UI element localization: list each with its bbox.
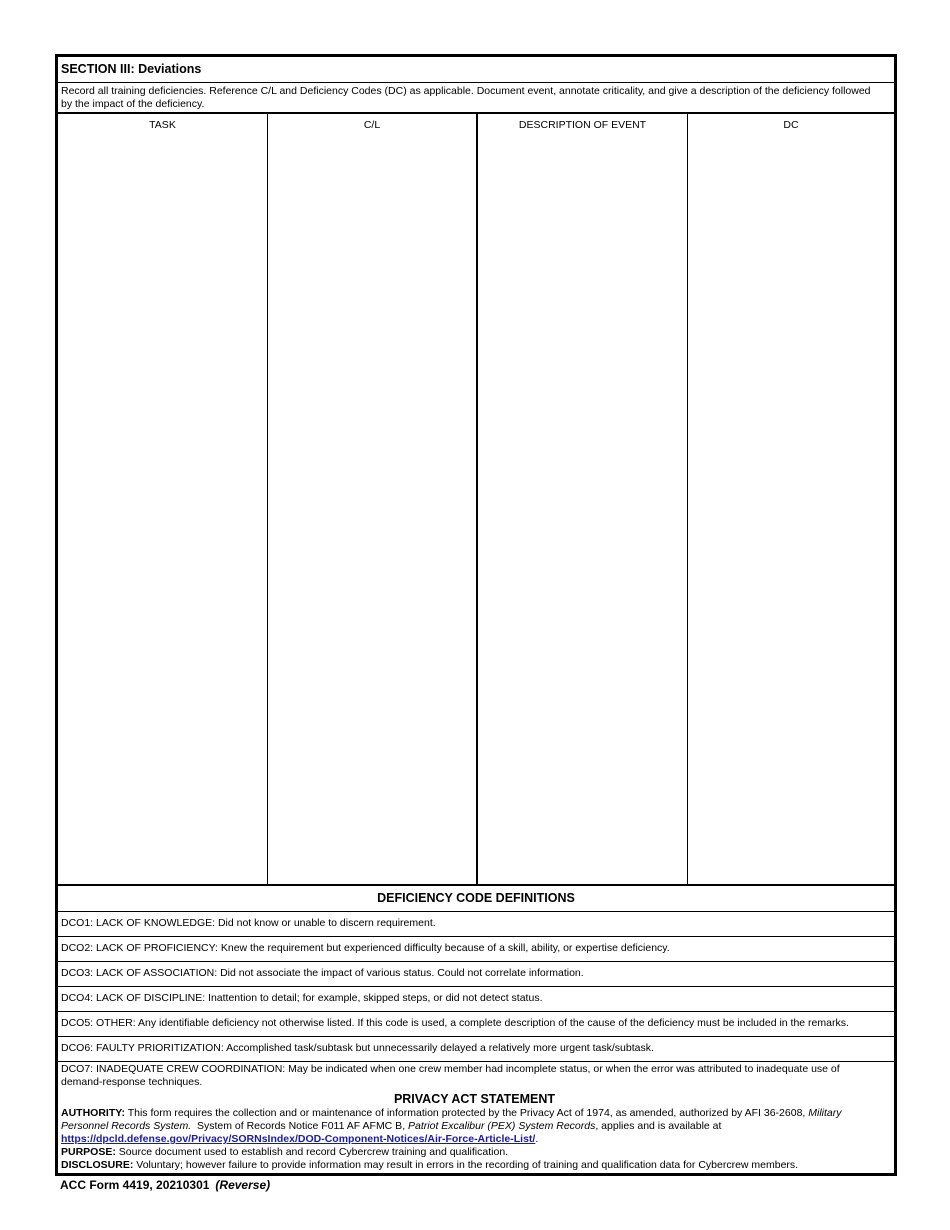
privacy-title: PRIVACY ACT STATEMENT [393, 1092, 556, 1106]
authority-paragraph: AUTHORITY: This form requires the collection and or maintenance of information protected by the Privacy Act of 1974, as amended, authorized by AFI 36-2608, Military Personnel Records System. System of Records Notice F011 AF AFMC B, Patriot Excalibur (PEX) System Records, applies and is available at https://dpcld.defense.gov/Privacy/SORNsIndex/DOD-Component-Notices/Air-Force-Article-List/. [61, 1107, 842, 1145]
task-header: TASK [149, 119, 176, 131]
deficiency-code-row: DCO4: LACK OF DISCIPLINE: Inattention to detail; for example, skipped steps, or did not detect status. [58, 987, 894, 1012]
deficiency-code-row: DCO5: OTHER: Any identifiable deficiency not otherwise listed. If this code is used, a complete description of the cause of the deficiency must be included in the remarks. [58, 1012, 894, 1037]
dc-column[interactable] [688, 114, 894, 884]
section-instructions: Record all training deficiencies. Reference C/L and Deficiency Codes (DC) as applicable. Document event, annotate criticality, and give a description of the deficiency followed by the impact of the deficiency. [58, 83, 894, 114]
cl-header: C/L [363, 119, 381, 131]
deficiency-code-row: DCO1: LACK OF KNOWLEDGE: Did not know or unable to discern requirement. [58, 912, 894, 937]
authority-text: This form requires the collection and or maintenance of information protected by the Privacy Act of 1974, as amended, authorized by AFI 36-2608, [127, 1107, 806, 1119]
deficiency-code-row: DCO2: LACK OF PROFICIENCY: Knew the requirement but experienced difficulty because of a skill, ability, or expertise deficiency. [58, 937, 894, 962]
disclosure-paragraph [61, 1159, 888, 1172]
form-body [55, 54, 897, 1176]
authority-italic-2: Patriot Excalibur (PEX) System Records [408, 1120, 596, 1132]
purpose-paragraph [61, 1146, 888, 1159]
sorn-link[interactable]: https://dpcld.defense.gov/Privacy/SORNsIndex/DOD-Component-Notices/Air-Force-Article-List/ [61, 1133, 536, 1145]
purpose-label: PURPOSE: [61, 1146, 116, 1158]
description-column[interactable] [478, 114, 688, 884]
section-title: SECTION III: Deviations [58, 57, 894, 83]
form-footer [60, 1178, 270, 1192]
authority-label: AUTHORITY: [61, 1107, 125, 1119]
cl-column[interactable] [268, 114, 478, 884]
authority-text-2: System of Records Notice F011 AF AFMC B, [196, 1120, 406, 1132]
deviations-table [58, 114, 894, 886]
deficiency-code-row: DCO3: LACK OF ASSOCIATION: Did not associate the impact of various status. Could not correlate information. [58, 962, 894, 987]
purpose-text: Source document used to establish and record Cybercrew training and qualification. [118, 1146, 509, 1158]
privacy-act-statement [58, 1092, 894, 1173]
task-column[interactable] [58, 114, 268, 884]
disclosure-label: DISCLOSURE: [61, 1159, 134, 1171]
deficiency-code-row: DCO6: FAULTY PRIORITIZATION: Accomplished task/subtask but unnecessarily delayed a relatively more urgent task/subtask. [58, 1037, 894, 1062]
deficiency-code-row: DCO7: INADEQUATE CREW COORDINATION: May be indicated when one crew member had incomplete status, or when the error was attributed to inadequate use of demand-response techniques. [61, 1063, 840, 1088]
deficiency-codes-title: DEFICIENCY CODE DEFINITIONS [58, 886, 894, 912]
disclosure-text: Voluntary; however failure to provide information may result in errors in the recording of training and qualification data for Cybercrew members. [136, 1159, 799, 1171]
form-id: ACC Form 4419, 20210301 [60, 1178, 210, 1192]
description-header: DESCRIPTION OF EVENT [518, 119, 647, 131]
form-side: (Reverse) [215, 1178, 271, 1192]
authority-text-3: , applies and is available at [595, 1120, 722, 1132]
authority-italic: Military Personnel Records System. [61, 1107, 842, 1132]
dc-header: DC [783, 119, 799, 131]
